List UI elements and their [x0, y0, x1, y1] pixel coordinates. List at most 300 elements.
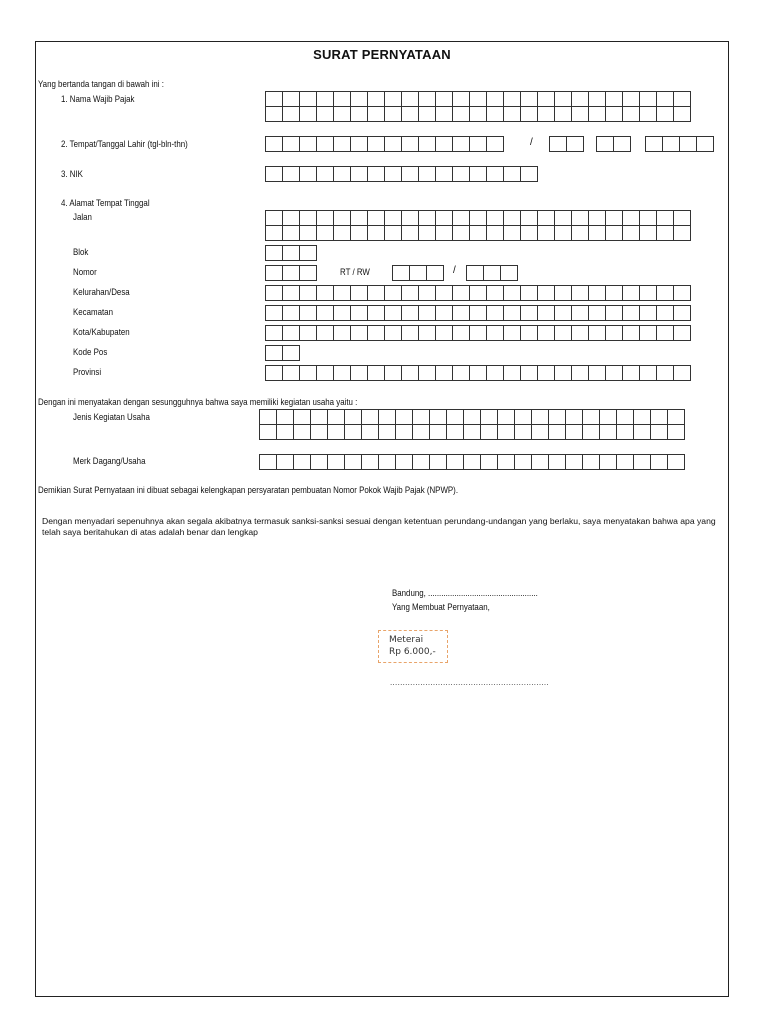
char-box[interactable]	[639, 365, 657, 381]
char-box[interactable]	[571, 305, 589, 321]
char-box[interactable]	[520, 91, 538, 107]
char-box[interactable]	[384, 136, 402, 152]
char-box[interactable]	[667, 409, 685, 425]
char-box[interactable]	[418, 91, 436, 107]
char-box[interactable]	[571, 225, 589, 241]
char-box[interactable]	[327, 424, 345, 440]
char-box[interactable]	[316, 91, 334, 107]
char-box[interactable]	[696, 136, 714, 152]
char-box[interactable]	[483, 265, 501, 281]
char-box[interactable]	[378, 424, 396, 440]
char-box[interactable]	[486, 365, 504, 381]
char-box[interactable]	[435, 210, 453, 226]
char-box[interactable]	[452, 166, 470, 182]
char-box[interactable]	[276, 424, 294, 440]
char-box[interactable]	[548, 454, 566, 470]
char-box[interactable]	[486, 225, 504, 241]
char-box[interactable]	[384, 91, 402, 107]
char-box[interactable]	[429, 409, 447, 425]
char-box[interactable]	[333, 106, 351, 122]
char-box[interactable]	[656, 365, 674, 381]
char-box[interactable]	[384, 210, 402, 226]
char-box[interactable]	[588, 225, 606, 241]
input-merk[interactable]	[259, 454, 684, 469]
input-rt[interactable]	[392, 265, 443, 280]
char-box[interactable]	[469, 325, 487, 341]
char-box[interactable]	[446, 409, 464, 425]
char-box[interactable]	[327, 454, 345, 470]
char-box[interactable]	[299, 91, 317, 107]
char-box[interactable]	[613, 136, 631, 152]
char-box[interactable]	[554, 305, 572, 321]
char-box[interactable]	[435, 225, 453, 241]
char-box[interactable]	[596, 136, 614, 152]
char-box[interactable]	[605, 106, 623, 122]
char-box[interactable]	[316, 166, 334, 182]
char-box[interactable]	[265, 365, 283, 381]
char-box[interactable]	[656, 91, 674, 107]
char-box[interactable]	[605, 285, 623, 301]
char-box[interactable]	[469, 285, 487, 301]
char-box[interactable]	[667, 454, 685, 470]
char-box[interactable]	[310, 424, 328, 440]
char-box[interactable]	[378, 409, 396, 425]
char-box[interactable]	[639, 106, 657, 122]
char-box[interactable]	[299, 245, 317, 261]
char-box[interactable]	[418, 285, 436, 301]
char-box[interactable]	[588, 305, 606, 321]
char-box[interactable]	[452, 305, 470, 321]
char-box[interactable]	[605, 365, 623, 381]
char-box[interactable]	[350, 106, 368, 122]
char-box[interactable]	[486, 136, 504, 152]
char-box[interactable]	[293, 409, 311, 425]
char-box[interactable]	[435, 365, 453, 381]
char-box[interactable]	[503, 225, 521, 241]
char-box[interactable]	[605, 305, 623, 321]
char-box[interactable]	[616, 409, 634, 425]
char-box[interactable]	[418, 325, 436, 341]
char-box[interactable]	[452, 225, 470, 241]
char-box[interactable]	[673, 365, 691, 381]
input-bln[interactable]	[596, 136, 630, 151]
char-box[interactable]	[265, 210, 283, 226]
char-box[interactable]	[265, 106, 283, 122]
char-box[interactable]	[656, 106, 674, 122]
char-box[interactable]	[639, 91, 657, 107]
char-box[interactable]	[463, 409, 481, 425]
char-box[interactable]	[316, 285, 334, 301]
char-box[interactable]	[435, 136, 453, 152]
char-box[interactable]	[435, 305, 453, 321]
input-nama[interactable]	[265, 91, 690, 121]
char-box[interactable]	[367, 91, 385, 107]
char-box[interactable]	[537, 285, 555, 301]
char-box[interactable]	[282, 325, 300, 341]
char-box[interactable]	[605, 91, 623, 107]
char-box[interactable]	[537, 106, 555, 122]
char-box[interactable]	[469, 106, 487, 122]
char-box[interactable]	[361, 409, 379, 425]
char-box[interactable]	[622, 305, 640, 321]
input-jalan[interactable]	[265, 210, 690, 240]
char-box[interactable]	[435, 91, 453, 107]
char-box[interactable]	[299, 325, 317, 341]
char-box[interactable]	[673, 225, 691, 241]
char-box[interactable]	[622, 365, 640, 381]
input-nik[interactable]	[265, 166, 537, 181]
char-box[interactable]	[333, 166, 351, 182]
char-box[interactable]	[350, 91, 368, 107]
char-box[interactable]	[350, 225, 368, 241]
char-box[interactable]	[333, 305, 351, 321]
char-box[interactable]	[412, 424, 430, 440]
char-box[interactable]	[463, 454, 481, 470]
char-box[interactable]	[656, 285, 674, 301]
char-box[interactable]	[378, 454, 396, 470]
char-box[interactable]	[367, 285, 385, 301]
char-box[interactable]	[418, 136, 436, 152]
char-box[interactable]	[554, 325, 572, 341]
char-box[interactable]	[299, 225, 317, 241]
char-box[interactable]	[429, 424, 447, 440]
char-box[interactable]	[395, 424, 413, 440]
char-box[interactable]	[367, 325, 385, 341]
char-box[interactable]	[514, 424, 532, 440]
char-box[interactable]	[565, 454, 583, 470]
char-box[interactable]	[435, 325, 453, 341]
char-box[interactable]	[520, 210, 538, 226]
char-box[interactable]	[588, 210, 606, 226]
input-kodepos[interactable]	[265, 345, 299, 360]
char-box[interactable]	[673, 210, 691, 226]
char-box[interactable]	[384, 365, 402, 381]
char-box[interactable]	[367, 106, 385, 122]
char-box[interactable]	[350, 325, 368, 341]
char-box[interactable]	[395, 454, 413, 470]
char-box[interactable]	[265, 285, 283, 301]
char-box[interactable]	[565, 409, 583, 425]
char-box[interactable]	[514, 409, 532, 425]
char-box[interactable]	[639, 210, 657, 226]
char-box[interactable]	[333, 91, 351, 107]
char-box[interactable]	[486, 210, 504, 226]
char-box[interactable]	[503, 305, 521, 321]
char-box[interactable]	[452, 285, 470, 301]
char-box[interactable]	[265, 225, 283, 241]
char-box[interactable]	[503, 91, 521, 107]
char-box[interactable]	[469, 91, 487, 107]
char-box[interactable]	[486, 305, 504, 321]
char-box[interactable]	[426, 265, 444, 281]
char-box[interactable]	[299, 305, 317, 321]
char-box[interactable]	[537, 91, 555, 107]
char-box[interactable]	[299, 210, 317, 226]
char-box[interactable]	[633, 424, 651, 440]
char-box[interactable]	[537, 365, 555, 381]
char-box[interactable]	[503, 285, 521, 301]
char-box[interactable]	[645, 136, 663, 152]
char-box[interactable]	[588, 91, 606, 107]
char-box[interactable]	[452, 210, 470, 226]
char-box[interactable]	[446, 424, 464, 440]
char-box[interactable]	[520, 285, 538, 301]
char-box[interactable]	[282, 345, 300, 361]
char-box[interactable]	[401, 225, 419, 241]
char-box[interactable]	[622, 325, 640, 341]
char-box[interactable]	[333, 325, 351, 341]
char-box[interactable]	[412, 409, 430, 425]
char-box[interactable]	[282, 225, 300, 241]
char-box[interactable]	[554, 91, 572, 107]
char-box[interactable]	[503, 166, 521, 182]
char-box[interactable]	[299, 166, 317, 182]
char-box[interactable]	[282, 285, 300, 301]
char-box[interactable]	[599, 409, 617, 425]
char-box[interactable]	[282, 166, 300, 182]
char-box[interactable]	[531, 409, 549, 425]
input-nomor[interactable]	[265, 265, 316, 280]
char-box[interactable]	[327, 409, 345, 425]
char-box[interactable]	[299, 365, 317, 381]
char-box[interactable]	[265, 305, 283, 321]
char-box[interactable]	[520, 305, 538, 321]
char-box[interactable]	[384, 106, 402, 122]
char-box[interactable]	[633, 454, 651, 470]
char-box[interactable]	[265, 136, 283, 152]
char-box[interactable]	[299, 285, 317, 301]
char-box[interactable]	[367, 166, 385, 182]
char-box[interactable]	[367, 225, 385, 241]
char-box[interactable]	[384, 225, 402, 241]
char-box[interactable]	[486, 91, 504, 107]
char-box[interactable]	[486, 166, 504, 182]
char-box[interactable]	[344, 424, 362, 440]
char-box[interactable]	[384, 325, 402, 341]
char-box[interactable]	[367, 136, 385, 152]
char-box[interactable]	[276, 454, 294, 470]
char-box[interactable]	[361, 424, 379, 440]
char-box[interactable]	[537, 305, 555, 321]
char-box[interactable]	[565, 424, 583, 440]
char-box[interactable]	[548, 409, 566, 425]
char-box[interactable]	[299, 136, 317, 152]
char-box[interactable]	[537, 225, 555, 241]
char-box[interactable]	[639, 225, 657, 241]
char-box[interactable]	[554, 210, 572, 226]
char-box[interactable]	[316, 365, 334, 381]
char-box[interactable]	[503, 365, 521, 381]
input-jenis-usaha[interactable]	[259, 409, 684, 439]
char-box[interactable]	[554, 285, 572, 301]
input-tempat-lahir[interactable]	[265, 136, 503, 151]
char-box[interactable]	[673, 325, 691, 341]
char-box[interactable]	[650, 454, 668, 470]
char-box[interactable]	[350, 210, 368, 226]
char-box[interactable]	[282, 136, 300, 152]
char-box[interactable]	[316, 305, 334, 321]
char-box[interactable]	[316, 210, 334, 226]
char-box[interactable]	[616, 424, 634, 440]
char-box[interactable]	[605, 210, 623, 226]
char-box[interactable]	[605, 325, 623, 341]
char-box[interactable]	[350, 365, 368, 381]
char-box[interactable]	[662, 136, 680, 152]
char-box[interactable]	[616, 454, 634, 470]
char-box[interactable]	[412, 454, 430, 470]
char-box[interactable]	[622, 285, 640, 301]
char-box[interactable]	[656, 210, 674, 226]
char-box[interactable]	[282, 210, 300, 226]
char-box[interactable]	[265, 325, 283, 341]
char-box[interactable]	[537, 210, 555, 226]
char-box[interactable]	[531, 424, 549, 440]
char-box[interactable]	[656, 305, 674, 321]
char-box[interactable]	[452, 136, 470, 152]
char-box[interactable]	[265, 345, 283, 361]
char-box[interactable]	[520, 225, 538, 241]
char-box[interactable]	[401, 166, 419, 182]
char-box[interactable]	[497, 454, 515, 470]
char-box[interactable]	[282, 365, 300, 381]
char-box[interactable]	[554, 225, 572, 241]
input-tgl[interactable]	[549, 136, 583, 151]
char-box[interactable]	[316, 136, 334, 152]
char-box[interactable]	[571, 285, 589, 301]
char-box[interactable]	[435, 285, 453, 301]
char-box[interactable]	[486, 325, 504, 341]
char-box[interactable]	[650, 424, 668, 440]
char-box[interactable]	[639, 325, 657, 341]
char-box[interactable]	[486, 285, 504, 301]
char-box[interactable]	[282, 91, 300, 107]
char-box[interactable]	[401, 210, 419, 226]
char-box[interactable]	[520, 325, 538, 341]
char-box[interactable]	[503, 106, 521, 122]
char-box[interactable]	[367, 305, 385, 321]
char-box[interactable]	[333, 285, 351, 301]
char-box[interactable]	[384, 285, 402, 301]
char-box[interactable]	[395, 409, 413, 425]
char-box[interactable]	[361, 454, 379, 470]
char-box[interactable]	[571, 106, 589, 122]
char-box[interactable]	[418, 210, 436, 226]
char-box[interactable]	[520, 365, 538, 381]
char-box[interactable]	[282, 265, 300, 281]
input-kelurahan[interactable]	[265, 285, 690, 300]
char-box[interactable]	[531, 454, 549, 470]
char-box[interactable]	[582, 454, 600, 470]
char-box[interactable]	[667, 424, 685, 440]
char-box[interactable]	[265, 166, 283, 182]
char-box[interactable]	[622, 106, 640, 122]
char-box[interactable]	[503, 325, 521, 341]
input-thn[interactable]	[645, 136, 713, 151]
char-box[interactable]	[259, 409, 277, 425]
char-box[interactable]	[384, 166, 402, 182]
char-box[interactable]	[333, 365, 351, 381]
char-box[interactable]	[350, 285, 368, 301]
char-box[interactable]	[639, 285, 657, 301]
input-rw[interactable]	[466, 265, 517, 280]
input-kota[interactable]	[265, 325, 690, 340]
char-box[interactable]	[276, 409, 294, 425]
char-box[interactable]	[265, 265, 283, 281]
char-box[interactable]	[299, 106, 317, 122]
char-box[interactable]	[452, 91, 470, 107]
char-box[interactable]	[316, 325, 334, 341]
char-box[interactable]	[282, 245, 300, 261]
char-box[interactable]	[401, 325, 419, 341]
char-box[interactable]	[537, 325, 555, 341]
char-box[interactable]	[622, 225, 640, 241]
char-box[interactable]	[469, 210, 487, 226]
char-box[interactable]	[435, 106, 453, 122]
char-box[interactable]	[350, 136, 368, 152]
char-box[interactable]	[418, 106, 436, 122]
char-box[interactable]	[497, 409, 515, 425]
input-blok[interactable]	[265, 245, 316, 260]
char-box[interactable]	[293, 454, 311, 470]
char-box[interactable]	[566, 136, 584, 152]
char-box[interactable]	[514, 454, 532, 470]
char-box[interactable]	[418, 365, 436, 381]
char-box[interactable]	[299, 265, 317, 281]
char-box[interactable]	[293, 424, 311, 440]
char-box[interactable]	[571, 91, 589, 107]
char-box[interactable]	[452, 365, 470, 381]
char-box[interactable]	[310, 454, 328, 470]
char-box[interactable]	[650, 409, 668, 425]
char-box[interactable]	[469, 305, 487, 321]
char-box[interactable]	[480, 409, 498, 425]
char-box[interactable]	[588, 106, 606, 122]
char-box[interactable]	[497, 424, 515, 440]
input-kecamatan[interactable]	[265, 305, 690, 320]
char-box[interactable]	[622, 91, 640, 107]
input-provinsi[interactable]	[265, 365, 690, 380]
char-box[interactable]	[571, 365, 589, 381]
char-box[interactable]	[333, 225, 351, 241]
char-box[interactable]	[633, 409, 651, 425]
char-box[interactable]	[418, 225, 436, 241]
char-box[interactable]	[435, 166, 453, 182]
char-box[interactable]	[259, 454, 277, 470]
char-box[interactable]	[554, 365, 572, 381]
char-box[interactable]	[452, 106, 470, 122]
char-box[interactable]	[452, 325, 470, 341]
char-box[interactable]	[401, 136, 419, 152]
char-box[interactable]	[350, 305, 368, 321]
char-box[interactable]	[418, 166, 436, 182]
char-box[interactable]	[486, 106, 504, 122]
char-box[interactable]	[446, 454, 464, 470]
char-box[interactable]	[656, 225, 674, 241]
char-box[interactable]	[367, 365, 385, 381]
char-box[interactable]	[599, 424, 617, 440]
char-box[interactable]	[367, 210, 385, 226]
char-box[interactable]	[316, 106, 334, 122]
char-box[interactable]	[350, 166, 368, 182]
char-box[interactable]	[469, 225, 487, 241]
char-box[interactable]	[401, 365, 419, 381]
char-box[interactable]	[469, 136, 487, 152]
char-box[interactable]	[520, 166, 538, 182]
char-box[interactable]	[344, 454, 362, 470]
char-box[interactable]	[344, 409, 362, 425]
char-box[interactable]	[392, 265, 410, 281]
char-box[interactable]	[571, 210, 589, 226]
